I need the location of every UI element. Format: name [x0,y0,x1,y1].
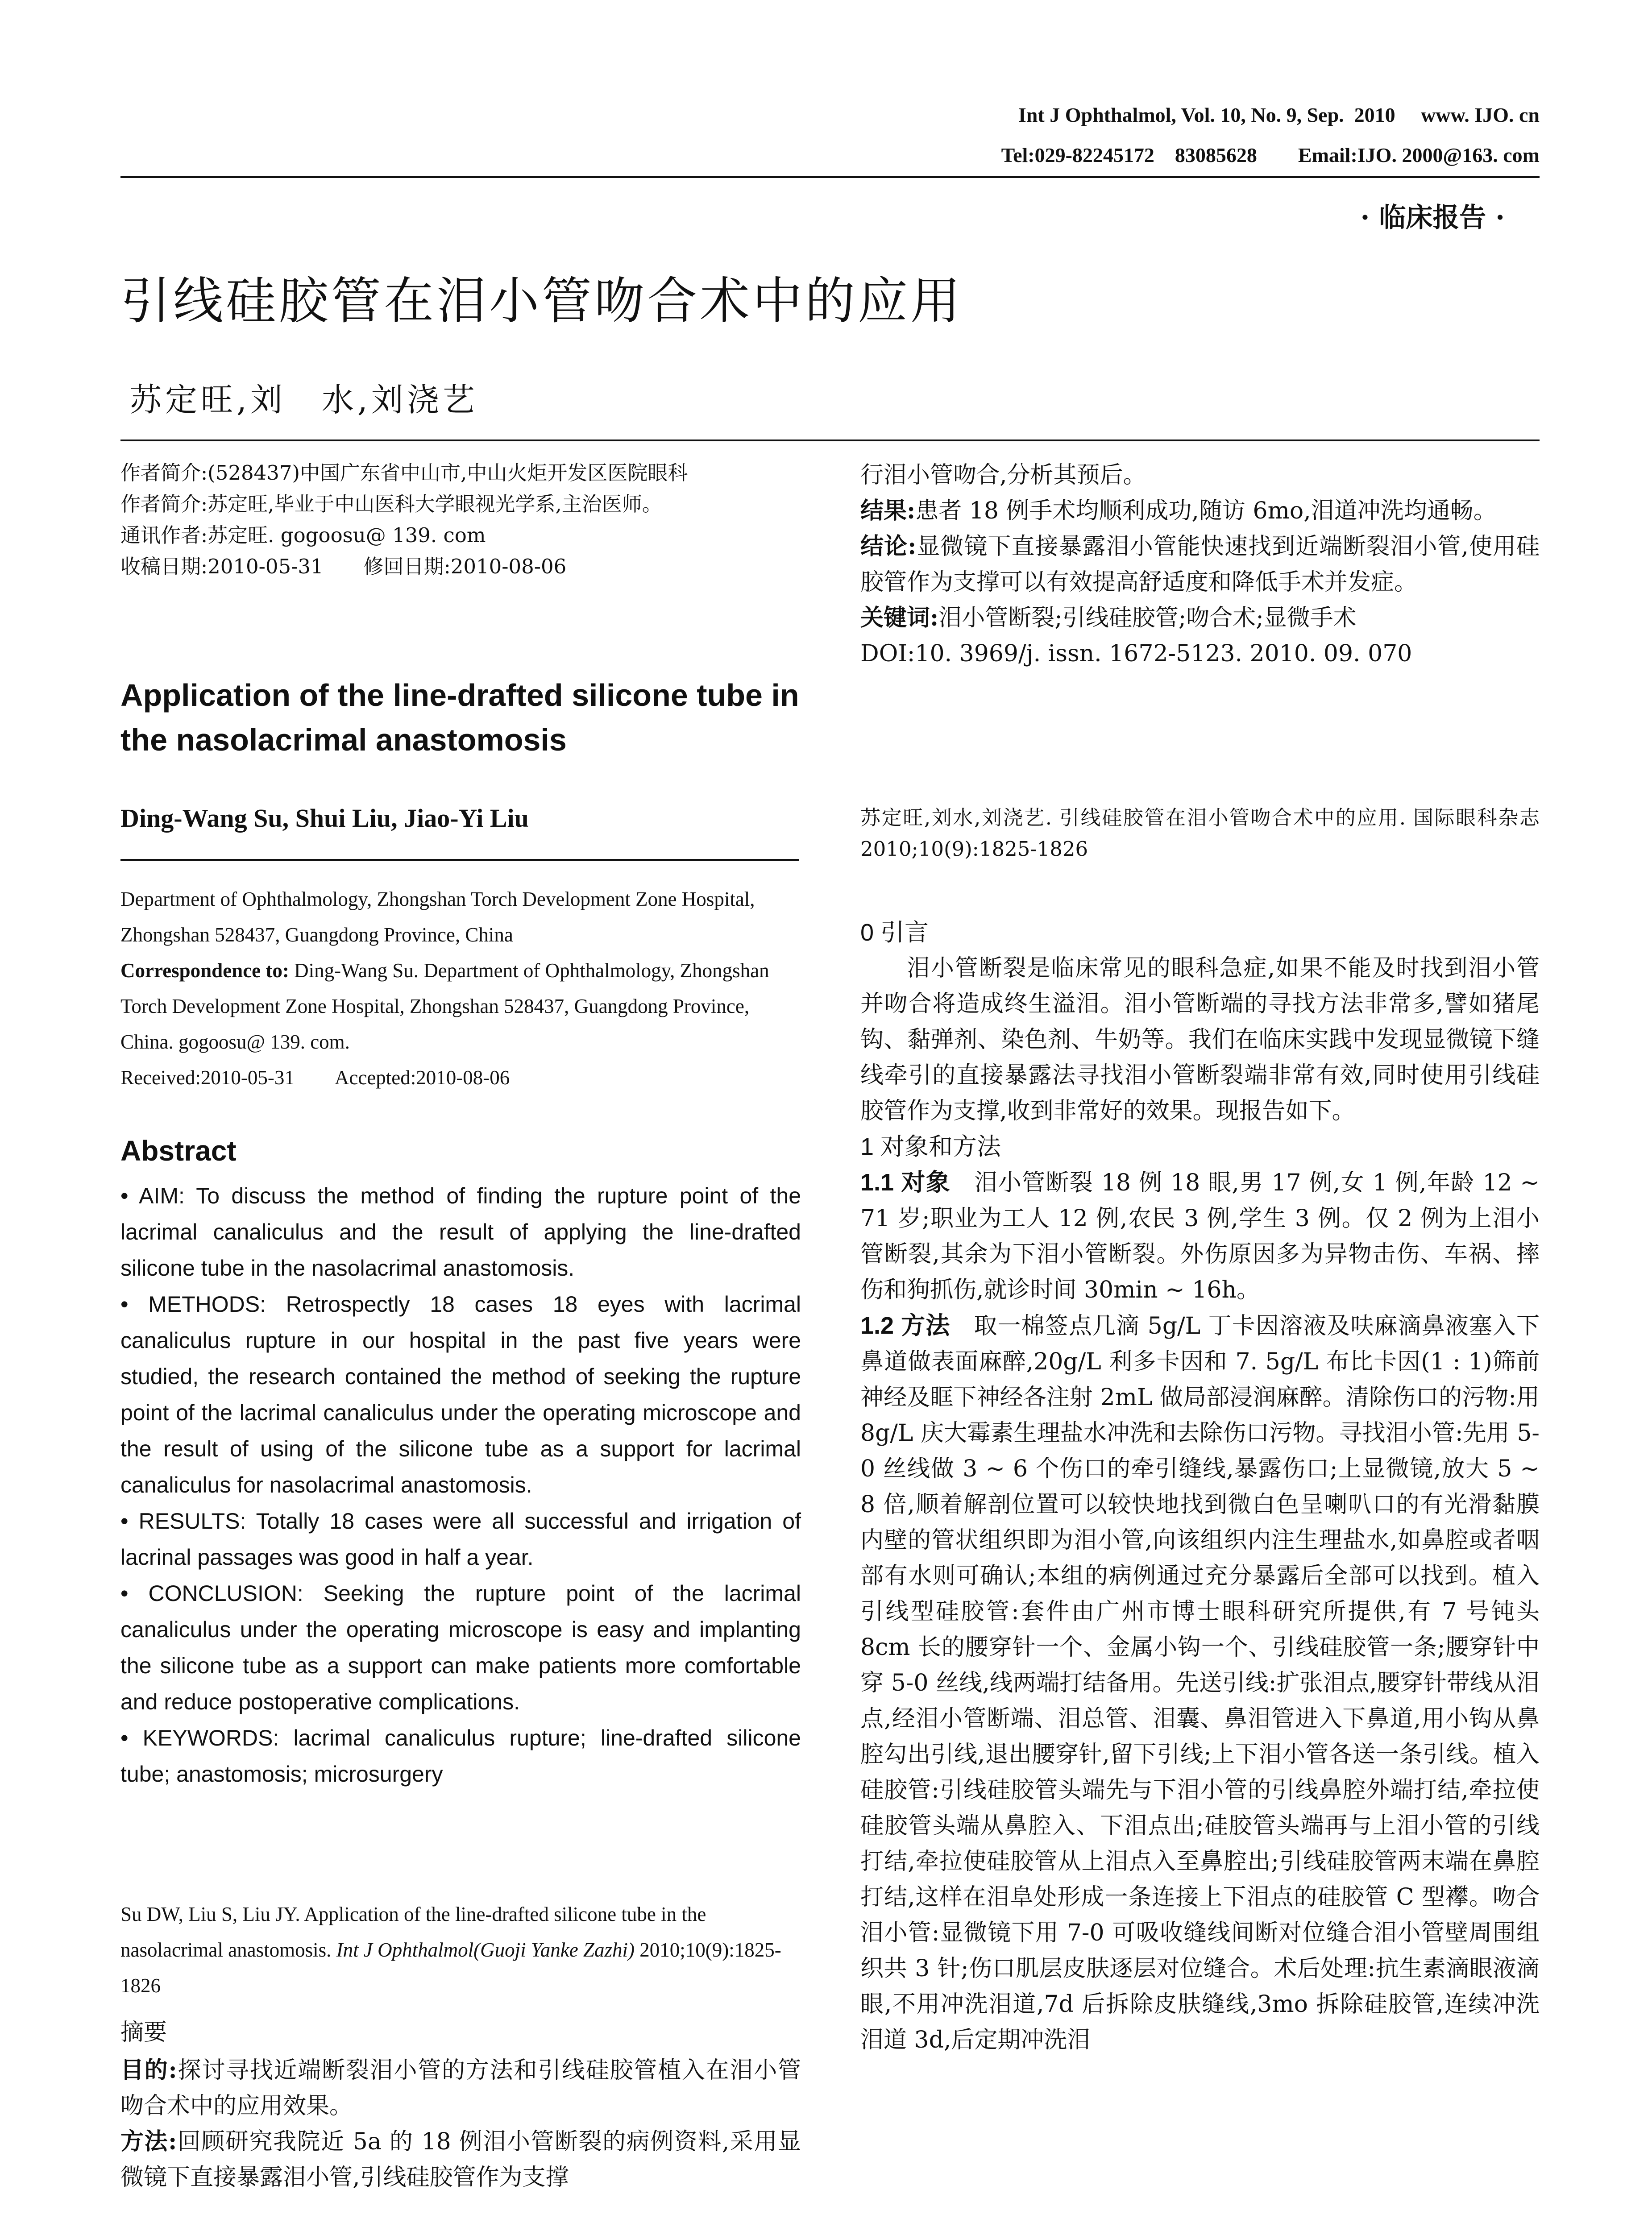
conclusion-label: 结论: [860,533,917,560]
keywords-label: 关键词: [860,604,939,631]
intro-paragraph: 泪小管断裂是临床常见的眼科急症,如果不能及时找到泪小管并吻合将造成终生溢泪。泪小管断端的寻找方法非常多,譬如猪尾钩、黏弹剂、染色剂、牛奶等。我们在临床实践中发现显微镜下缝线牵引的直接暴露法寻找泪小管断裂端非常有效,同时使用引线硅胶管作为支撑,收到非常好的效果。现报告如下。 [860,955,1540,1124]
aim-label: 目的: [120,2057,177,2084]
aim-text: 探讨寻找近端断裂泪小管的方法和引线硅胶管植入在泪小管吻合术中的应用效果。 [120,2057,801,2119]
conclusion-text: 显微镜下直接暴露泪小管能快速找到近端断裂泪小管,使用硅胶管作为支撑可以有效提高舒适度和降低手术并发症。 [860,533,1540,596]
keywords-text: 泪小管断裂;引线硅胶管;吻合术;显微手术 [938,605,1357,631]
correspondence [120,953,801,1060]
citation-en-part1: Su DW, Liu S, Liu JY. Application of the line-drafted silicone tube in the nasolacrimal anastomosis. [120,1903,706,1961]
journal-header-line1: Int J Ophthalmol, Vol. 10, No. 9, Sep. 2010 www. IJO. cn [1018,104,1540,126]
methods-cont: 行泪小管吻合,分析其预后。 [860,462,1146,489]
abstract-keywords: • KEYWORDS: lacrimal canaliculus rupture; line-drafted silicone tube; anastomosis; microsurgery [120,1725,801,1787]
header-rule [120,176,1540,178]
author-bio [120,457,801,582]
abstract-cn-heading: 摘要 [120,2019,167,2046]
correspondence-label: Correspondence to: [120,959,289,982]
doi: DOI:10. 3969/j. issn. 1672-5123. 2010. 09. 070 [860,640,1412,667]
journal-header-line2: Tel:029-82245172 83085628 Email:IJO. 2000@163. com [1001,144,1540,166]
abstract-conclusion: • CONCLUSION: Seeking the rupture point of the lacrimal canaliculus under the operating microscope is easy and implanting the silicone tube as a support can make patients more comfortable and reduce postoperative complications. [120,1581,801,1714]
section12-text: 取一棉签点几滴 5g/L 丁卡因溶液及呋麻滴鼻液塞入下鼻道做表面麻醉,20g/L 利多卡因和 7. 5g/L 布比卡因(1 : 1)筛前神经及眶下神经各注射 2mL 做局部浸润麻醉。清除伤口的污物:用 8g/L 庆大霉素生理盐水冲洗和去除伤口污物。寻找泪小管:先用 5-0 丝线做 3 ~ 6 个伤口的牵引缝线,暴露伤口;上显微镜,放大 5 ~ 8 倍,顺着解剖位置可以较快地找到微白色呈喇叭口的有光滑黏膜内壁的管状组织即为泪小管,向该组织内注生理盐水,如鼻腔或者咽部有水则可确认;本组的病例通过充分暴露后全部可以找到。植入引线型硅胶管:套件由广州市博士眼科研究所提供,有 7 号钝头 8cm 长的腰穿针一个、金属小钩一个、引线硅胶管一条;腰穿针中穿 5-0 丝线,线两端打结备用。先送引线:扩张泪点,腰穿针带线从泪点,经泪小管断端、泪总管、泪囊、鼻泪管进入下鼻道,用小钩从鼻腔勾出引线,退出腰穿针,留下引线;上下泪小管各送一条引线。植入硅胶管:引线硅胶管头端先与下泪小管的引线鼻腔外端打结,牵拉使硅胶管头端从鼻腔入、下泪点出;硅胶管头端再与上泪小管的引线打结,牵拉使硅胶管从上泪点入至鼻腔出;引线硅胶管两末端在鼻腔打结,这样在泪阜处形成一条连接上下泪点的硅胶管 C 型襻。吻合泪小管:显微镜下用 7-0 可吸收缝线间断对位缝合泪小管壁周围组织共 3 针;伤口肌层皮肤逐层对位缝合。术后处理:抗生素滴眼液滴眼,不用冲洗泪道,7d 后拆除皮肤缝线,3mo 拆除硅胶管,连续冲洗泪道 3d,后定期冲洗泪 [860,1313,1540,2053]
citation-en [120,1896,801,2003]
bio-line: 作者简介:苏定旺,毕业于中山医科大学眼视光学系,主治医师。 [120,492,662,516]
abstract-en [120,1178,801,1792]
paper-title-en: Application of the line-drafted silicone tube in the nasolacrimal anastomosis [120,678,799,757]
affiliation-block [120,881,801,1095]
section1-heading: 1 对象和方法 [860,1133,1001,1160]
abstract-cn [120,2053,801,2195]
intro-heading: 0 引言 [860,919,929,946]
methods-label: 方法: [120,2128,177,2155]
received-accepted: Received:2010-05-31 Accepted:2010-08-06 [120,1066,510,1089]
abstract-cn-continued [860,457,1540,672]
affiliation: Department of Ophthalmology, Zhongshan Torch Development Zone Hospital, Zhongshan 528437, Guangdong Province, China [120,888,755,946]
intro-body [860,950,1540,2058]
authors-rule [120,859,799,861]
authors-en: Ding-Wang Su, Shui Liu, Jiao-Yi Liu [120,804,529,833]
correspondence-text: Ding-Wang Su. Department of Ophthalmology, Zhongshan Torch Development Zone Hospital, Zhongshan 528437, Guangdong Province, China. gogoosu@ 139. com. [120,959,769,1053]
authors-cn: 苏定旺,刘 水,刘浇艺 [129,381,478,419]
section11-label: 1.1 对象 [860,1169,951,1196]
abstract-heading: Abstract [120,1135,237,1167]
citation-en-journal: Int J Ophthalmol(Guoji Yanke Zazhi) [336,1939,635,1961]
abstract-aim: • AIM: To discuss the method of finding the rupture point of the lacrimal canaliculus and the result of applying the line-drafted silicone tube in the nasolacrimal anastomosis. [120,1183,801,1281]
paper-title-cn: 引线硅胶管在泪小管吻合术中的应用 [120,272,963,330]
citation-en-part2: 2010;10(9):1825-1826 [120,1939,781,1997]
section-label: · 临床报告 · [1360,202,1505,233]
bio-line: 通讯作者:苏定旺. gogoosu@ 139. com [120,523,486,547]
section12-label: 1.2 方法 [860,1312,951,1339]
bio-line: 收稿日期:2010-05-31 修回日期:2010-08-06 [120,555,567,578]
abstract-methods: • METHODS: Retrospectly 18 cases 18 eyes with lacrimal canaliculus rupture in our hospital in the past five years were studied, the research contained the method of seeking the rupture point of the lacrimal canaliculus under the operating microscope and the result of using of the silicone tube as a support for lacrimal canaliculus for nasolacrimal anastomosis. [120,1292,801,1497]
results-text: 患者 18 例手术均顺利成功,随访 6mo,泪道冲洗均通畅。 [915,498,1497,524]
title-rule [120,440,1540,441]
results-label: 结果: [860,497,916,524]
citation-cn: 苏定旺,刘水,刘浇艺. 引线硅胶管在泪小管吻合术中的应用. 国际眼科杂志 2010;10(9):1825-1826 [860,806,1540,861]
section11-text: 泪小管断裂 18 例 18 眼,男 17 例,女 1 例,年龄 12 ~ 71 岁;职业为工人 12 例,农民 3 例,学生 3 例。仅 2 例为上泪小管断裂,其余为下泪小管断裂。外伤原因多为异物击伤、车祸、摔伤和狗抓伤,就诊时间 30min ~ 16h。 [860,1169,1540,1303]
methods-text: 回顾研究我院近 5a 的 18 例泪小管断裂的病例资料,采用显微镜下直接暴露泪小管,引线硅胶管作为支撑 [120,2128,801,2191]
abstract-results: • RESULTS: Totally 18 cases were all successful and irrigation of lacrinal passages was good in half a year. [120,1509,801,1570]
bio-line: 作者简介:(528437)中国广东省中山市,中山火炬开发区医院眼科 [120,461,688,485]
